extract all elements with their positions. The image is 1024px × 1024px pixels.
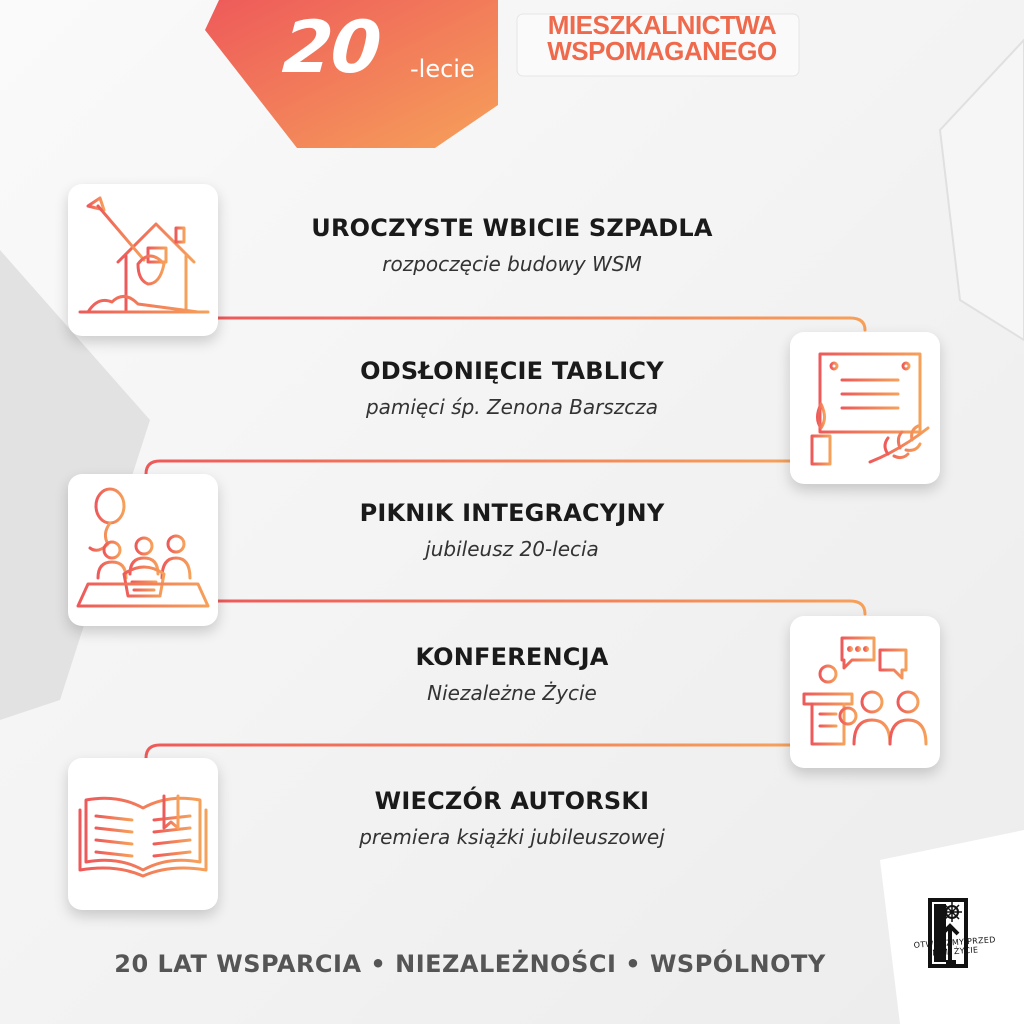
picnic-icon (68, 474, 218, 626)
banner-line-1: MIESZKALNICTWA (547, 10, 777, 40)
banner-line-2: WSPOMAGANEGO (547, 36, 777, 66)
logo-text: OTWÓRZMY PRZED NIMI ŻYCIE (913, 935, 996, 958)
event-title-3: PIKNIK INTEGRACYJNY (359, 499, 665, 527)
event-subtitle-2: pamięci śp. Zenona Barszcza (365, 395, 659, 419)
plaque-candle-icon (790, 332, 940, 484)
event-subtitle-1: rozpoczęcie budowy WSM (382, 252, 642, 276)
conference-icon (790, 616, 940, 768)
event-card-4 (790, 616, 940, 768)
event-title-5: WIECZÓR AUTORSKI (374, 787, 650, 815)
shovel-house-icon (68, 184, 218, 336)
event-card-2 (790, 332, 940, 484)
anniversary-suffix: -lecie (410, 55, 475, 83)
event-title-2: ODSŁONIĘCIE TABLICY (360, 357, 664, 385)
event-subtitle-3: jubileusz 20-lecia (425, 537, 599, 561)
header-banner-text (522, 12, 802, 64)
event-title-4: KONFERENCJA (415, 643, 609, 671)
anniversary-number: 20 (280, 5, 383, 89)
event-card-1 (68, 184, 218, 336)
event-title-1: UROCZYSTE WBICIE SZPADLA (311, 214, 713, 242)
event-subtitle-4: Niezależne Życie (427, 681, 597, 705)
event-card-3 (68, 474, 218, 626)
open-book-icon (68, 758, 218, 910)
event-subtitle-5: premiera książki jubileuszowej (359, 825, 665, 849)
footer-slogan: 20 LAT WSPARCIA • NIEZALEŻNOŚCI • WSPÓLNOTY (114, 950, 826, 978)
event-card-5 (68, 758, 218, 910)
